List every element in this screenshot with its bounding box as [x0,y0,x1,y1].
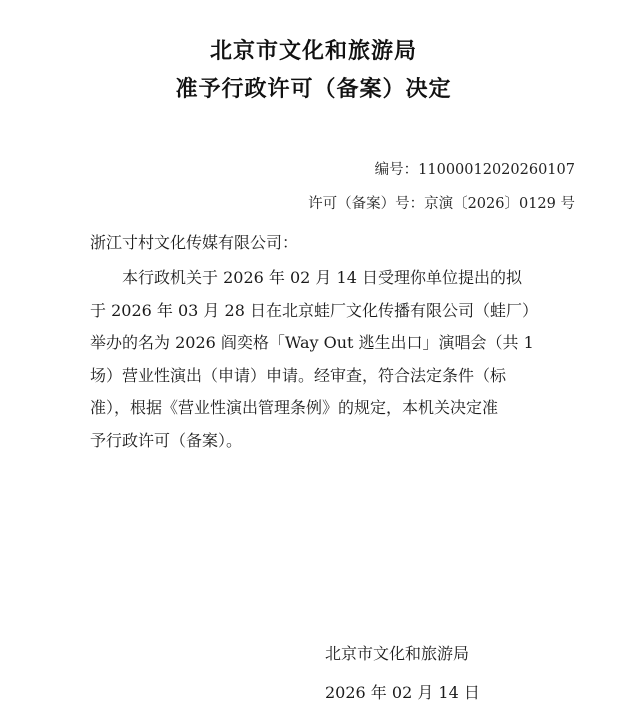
permit-number: 许可（备案）号：京演〔2026〕0129 号 [308,196,575,212]
issuing-authority-title: 北京市文化和旅游局 [209,39,417,64]
serial-number: 编号：11000012020260107 [374,162,575,178]
decision-body [90,262,578,457]
signature-date: 2026 年 02 月 14 日 [325,683,480,702]
body-line: 本行政机关于 2026 年 02 月 14 日受理你单位提出的拟 [122,268,522,287]
body-line: 予行政许可（备案）。 [90,430,243,450]
body-line: 于 2026 年 03 月 28 日在北京蛙厂文化传播有限公司（蛙厂） [90,300,538,320]
body-line: 举办的名为 2026 阎奕格「Way Out 逃生出口」演唱会（共 1 [90,333,534,352]
addressee: 浙江寸村文化传媒有限公司： [90,233,299,252]
body-line: 准），根据《营业性演出管理条例》的规定，本机关决定准 [90,398,499,417]
signature-authority: 北京市文化和旅游局 [325,644,470,663]
document-title: 准予行政许可（备案）决定 [175,77,452,102]
body-line: 场）营业性演出（申请）申请。经审查，符合法定条件（标 [90,365,507,385]
